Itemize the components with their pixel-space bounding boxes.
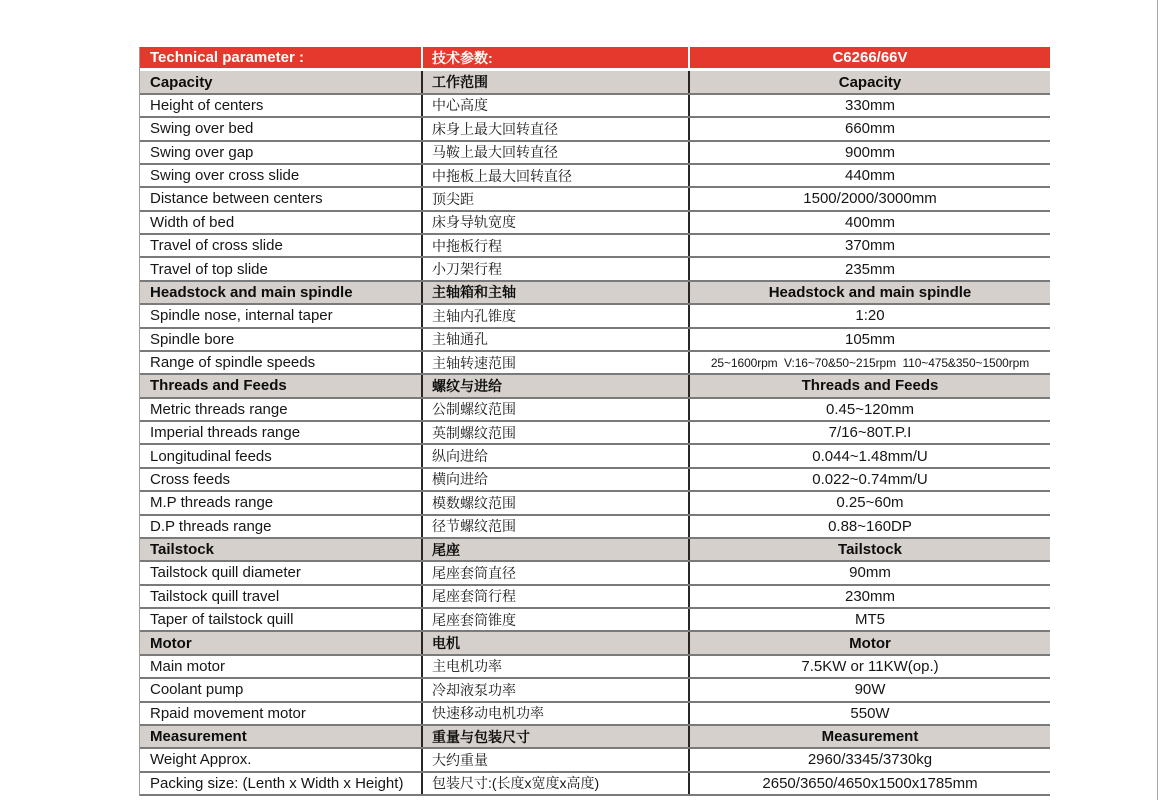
model-number: C6266/66V	[688, 47, 1050, 68]
param-zh-cell: 重量与包装尺寸	[421, 726, 688, 747]
table-row	[140, 188, 1050, 211]
table-header-title-zh: 技术参数:	[421, 47, 688, 68]
value-cell: 90W	[688, 679, 1050, 700]
section-row	[140, 632, 1050, 655]
table-row	[140, 142, 1050, 165]
param-en-cell: Width of bed	[150, 213, 235, 231]
value-cell: 25~1600rpm V:16~70&50~215rpm 110~475&350~1500rpm	[688, 352, 1050, 373]
table-row	[140, 352, 1050, 375]
value-cell: 330mm	[688, 95, 1050, 116]
table-row	[140, 492, 1050, 515]
param-en-cell: Distance between centers	[150, 190, 323, 208]
value-cell: 0.022~0.74mm/U	[688, 469, 1050, 490]
value-cell: 0.88~160DP	[688, 516, 1050, 537]
param-en-cell: Motor	[150, 634, 192, 652]
param-zh-cell: 螺纹与进给	[421, 375, 688, 396]
table-row	[140, 118, 1050, 141]
param-en-cell: Tailstock quill diameter	[150, 564, 301, 582]
table-row	[140, 258, 1050, 281]
param-en-cell: Metric threads range	[150, 400, 288, 418]
value-cell: Threads and Feeds	[688, 375, 1050, 396]
value-cell: 0.45~120mm	[688, 399, 1050, 420]
table-row	[140, 212, 1050, 235]
param-en-cell: Spindle nose, internal taper	[150, 307, 333, 325]
param-en-cell: Travel of top slide	[150, 260, 268, 278]
param-zh-cell: 主轴转速范围	[421, 352, 688, 373]
table-row	[140, 235, 1050, 258]
table-row	[140, 445, 1050, 468]
section-row	[140, 726, 1050, 749]
value-cell: 1:20	[688, 305, 1050, 326]
table-row	[140, 703, 1050, 726]
param-zh-cell: 床身上最大回转直径	[421, 118, 688, 139]
value-cell: Capacity	[688, 71, 1050, 92]
param-zh-cell: 公制螺纹范围	[421, 399, 688, 420]
value-cell: 1500/2000/3000mm	[688, 188, 1050, 209]
table-row	[140, 656, 1050, 679]
spec-table	[139, 47, 1050, 796]
value-cell: Measurement	[688, 726, 1050, 747]
value-cell: 370mm	[688, 235, 1050, 256]
table-row	[140, 399, 1050, 422]
param-zh-cell: 主电机功率	[421, 656, 688, 677]
param-en-cell: Height of centers	[150, 96, 264, 114]
param-zh-cell: 床身导轨宽度	[421, 212, 688, 233]
param-zh-cell: 中拖板上最大回转直径	[421, 165, 688, 186]
param-en-cell: D.P threads range	[150, 517, 272, 535]
scan-edge-line	[1157, 0, 1158, 800]
value-cell: 0.25~60m	[688, 492, 1050, 513]
table-row	[140, 165, 1050, 188]
table-row	[140, 422, 1050, 445]
value-cell: 90mm	[688, 562, 1050, 583]
param-en-cell: Coolant pump	[150, 681, 244, 699]
param-zh-cell: 尾座套筒行程	[421, 586, 688, 607]
value-cell: 7.5KW or 11KW(op.)	[688, 656, 1050, 677]
value-cell: 440mm	[688, 165, 1050, 186]
param-en-cell: Packing size: (Lenth x Width x Height)	[150, 774, 404, 792]
param-en-cell: Travel of cross slide	[150, 237, 283, 255]
param-zh-cell: 横向进给	[421, 469, 688, 490]
param-zh-cell: 主轴箱和主轴	[421, 282, 688, 303]
value-cell: 230mm	[688, 586, 1050, 607]
table-row	[140, 469, 1050, 492]
table-row	[140, 679, 1050, 702]
param-en-cell: Taper of tailstock quill	[150, 611, 294, 629]
param-en-cell: Spindle bore	[150, 330, 235, 348]
section-row	[140, 282, 1050, 305]
value-cell: 2960/3345/3730kg	[688, 749, 1050, 770]
param-zh-cell: 中心高度	[421, 95, 688, 116]
value-cell: Tailstock	[688, 539, 1050, 560]
table-row	[140, 305, 1050, 328]
section-row	[140, 71, 1050, 94]
table-header-row	[140, 47, 1050, 71]
param-en-cell: Capacity	[150, 73, 213, 91]
param-en-cell: Tailstock	[150, 541, 214, 559]
param-zh-cell: 电机	[421, 632, 688, 653]
value-cell: MT5	[688, 609, 1050, 630]
value-cell: 105mm	[688, 329, 1050, 350]
table-header-title: Technical parameter :	[150, 49, 304, 67]
param-en-cell: Weight Approx.	[150, 751, 252, 769]
table-row	[140, 329, 1050, 352]
param-en-cell: Swing over gap	[150, 143, 254, 161]
param-zh-cell: 尾座套筒锥度	[421, 609, 688, 630]
param-en-cell: M.P threads range	[150, 494, 274, 512]
param-en-cell: Rpaid movement motor	[150, 704, 306, 722]
param-zh-cell: 冷却液泵功率	[421, 679, 688, 700]
param-zh-cell: 尾座	[421, 539, 688, 560]
param-en-cell: Headstock and main spindle	[150, 283, 353, 301]
section-row	[140, 539, 1050, 562]
value-cell: 2650/3650/4650x1500x1785mm	[688, 773, 1050, 794]
param-zh-cell: 顶尖距	[421, 188, 688, 209]
value-cell: Motor	[688, 632, 1050, 653]
param-zh-cell: 大约重量	[421, 749, 688, 770]
param-zh-cell: 模数螺纹范围	[421, 492, 688, 513]
table-row	[140, 749, 1050, 772]
param-en-cell: Measurement	[150, 728, 247, 746]
param-en-cell: Swing over cross slide	[150, 167, 300, 185]
table-row	[140, 609, 1050, 632]
value-cell: 0.044~1.48mm/U	[688, 445, 1050, 466]
param-zh-cell: 包装尺寸:(长度x宽度x高度)	[421, 773, 688, 794]
value-cell: Headstock and main spindle	[688, 282, 1050, 303]
value-cell: 400mm	[688, 212, 1050, 233]
param-zh-cell: 马鞍上最大回转直径	[421, 142, 688, 163]
param-zh-cell: 尾座套筒直径	[421, 562, 688, 583]
param-zh-cell: 主轴通孔	[421, 329, 688, 350]
param-zh-cell: 纵向进给	[421, 445, 688, 466]
table-row	[140, 586, 1050, 609]
value-cell: 550W	[688, 703, 1050, 724]
table-row	[140, 516, 1050, 539]
table-row	[140, 95, 1050, 118]
table-row	[140, 773, 1050, 796]
value-cell: 7/16~80T.P.I	[688, 422, 1050, 443]
param-en-cell: Imperial threads range	[150, 424, 301, 442]
param-zh-cell: 中拖板行程	[421, 235, 688, 256]
value-cell: 900mm	[688, 142, 1050, 163]
section-row	[140, 375, 1050, 398]
param-en-cell: Main motor	[150, 657, 226, 675]
param-en-cell: Longitudinal feeds	[150, 447, 272, 465]
param-zh-cell: 主轴内孔锥度	[421, 305, 688, 326]
param-zh-cell: 快速移动电机功率	[421, 703, 688, 724]
param-en-cell: Threads and Feeds	[150, 377, 287, 395]
param-en-cell: Swing over bed	[150, 120, 254, 138]
param-en-cell: Tailstock quill travel	[150, 587, 280, 605]
param-zh-cell: 工作范围	[421, 71, 688, 92]
value-cell: 660mm	[688, 118, 1050, 139]
param-zh-cell: 径节螺纹范围	[421, 516, 688, 537]
param-zh-cell: 小刀架行程	[421, 258, 688, 279]
value-cell: 235mm	[688, 258, 1050, 279]
param-en-cell: Cross feeds	[150, 470, 231, 488]
param-en-cell: Range of spindle speeds	[150, 354, 316, 372]
param-zh-cell: 英制螺纹范围	[421, 422, 688, 443]
table-row	[140, 562, 1050, 585]
